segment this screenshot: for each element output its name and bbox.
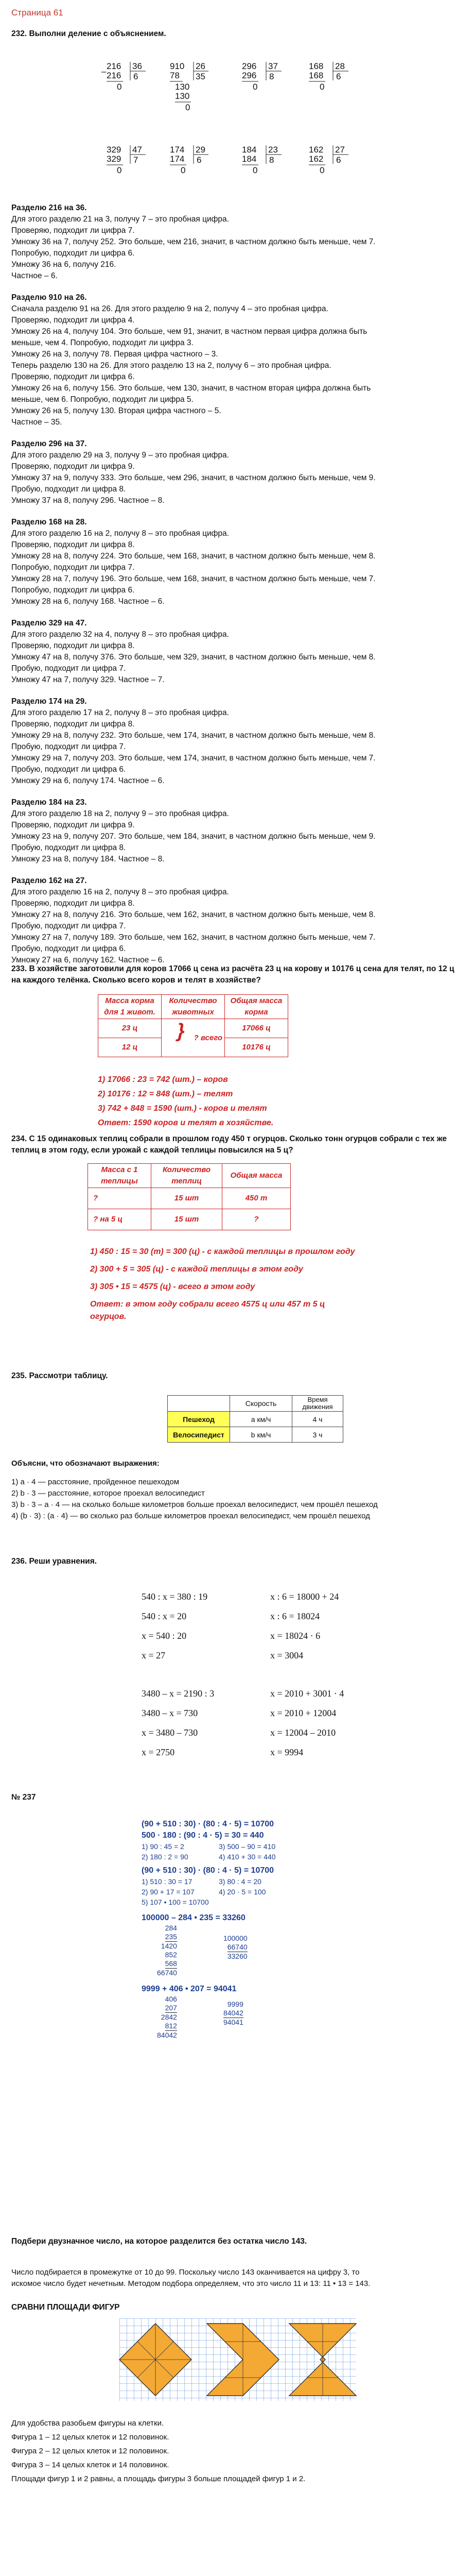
expr-step: 4) 20 · 5 = 100 bbox=[219, 1888, 266, 1896]
brace-icon: } bbox=[177, 1020, 185, 1042]
svg-text:6: 6 bbox=[336, 72, 341, 81]
section-line: Сначала разделю 91 на 26. Для этого разделю 9 на 2, получу 4 – это пробная цифра. bbox=[11, 304, 328, 313]
task-236-title: 236. Реши уравнения. bbox=[11, 1557, 97, 1566]
section-line: Попробую, подходит ли цифра 6. bbox=[11, 249, 135, 258]
task-235-table bbox=[167, 1395, 343, 1443]
svg-text:130: 130 bbox=[175, 82, 190, 92]
section-line: меньше, чем 6. Попробую, подходит ли цифра 5. bbox=[11, 395, 194, 404]
section-line: Проверяю, подходит ли цифра 8. bbox=[11, 899, 135, 908]
svg-text:296: 296 bbox=[242, 61, 257, 71]
svg-text:296: 296 bbox=[242, 71, 257, 80]
t233-header-total: Общая масса корма bbox=[225, 995, 288, 1019]
section-line: Умножу 47 на 8, получу 376. Это больше, чем 329, значит, в частном должно быть меньше, чем 8. bbox=[11, 653, 376, 662]
t235-cell: 3 ч bbox=[292, 1427, 343, 1443]
svg-text:0: 0 bbox=[181, 165, 186, 175]
section-line: Пробую, подходит ли цифра 7. bbox=[11, 742, 126, 751]
section-title: Разделю 910 на 26. bbox=[11, 293, 87, 302]
section-line: Умножу 23 на 8, получу 184. Частное – 8. bbox=[11, 855, 165, 863]
svg-text:0: 0 bbox=[117, 82, 122, 92]
t234-header: Количество теплиц bbox=[151, 1164, 222, 1188]
svg-text:174: 174 bbox=[170, 145, 185, 155]
page-label: Страница 61 bbox=[11, 8, 63, 18]
section-line: Умножу 29 на 7, получу 203. Это больше, чем 174, значит, в частном должно быть меньше, чем 7. bbox=[11, 754, 376, 762]
svg-text:910: 910 bbox=[170, 61, 185, 71]
eq-line: 540 : x = 380 : 19 bbox=[142, 1591, 208, 1602]
t235-header-empty bbox=[168, 1396, 230, 1412]
svg-text:0: 0 bbox=[320, 82, 325, 92]
section-line: Попробую, подходит ли цифра 7. bbox=[11, 563, 135, 572]
t235-row-label: Велосипедист bbox=[168, 1427, 230, 1443]
solution-line: 2) 10176 : 12 = 848 (шт.) – телят bbox=[98, 1090, 233, 1098]
svg-text:6: 6 bbox=[133, 72, 138, 81]
explanation-section bbox=[11, 438, 464, 506]
expr: (90 + 510 : 30) · (80 : 4 · 5) = 10700 bbox=[142, 1866, 274, 1875]
section-title: Разделю 162 на 27. bbox=[11, 876, 87, 885]
t234-cell: 15 шт bbox=[151, 1209, 222, 1230]
explanation-section bbox=[11, 292, 464, 428]
mult-line: 1420 bbox=[161, 1942, 177, 1950]
sub-line: 100000 bbox=[223, 1934, 248, 1942]
t235-row-label: Пешеход bbox=[168, 1412, 230, 1427]
section-line: Умножу 28 на 6, получу 168. Частное – 6. bbox=[11, 597, 165, 606]
mult-line: 812 bbox=[165, 2022, 177, 2030]
svg-text:8: 8 bbox=[269, 155, 274, 165]
mult-column bbox=[157, 1924, 177, 1977]
expr-step: 2) 90 + 17 = 107 bbox=[142, 1888, 195, 1896]
eq-line: x = 9994 bbox=[270, 1747, 304, 1757]
section-line: Пробую, подходит ли цифра 6. bbox=[11, 765, 126, 774]
svg-text:7: 7 bbox=[133, 155, 138, 165]
section-line: Для этого разделю 17 на 2, получу 8 – это пробная цифра. bbox=[11, 708, 229, 717]
svg-text:184: 184 bbox=[242, 154, 257, 164]
section-title: Разделю 168 на 28. bbox=[11, 518, 87, 527]
mult-column bbox=[157, 1995, 177, 2040]
expr-step: 3) 500 – 90 = 410 bbox=[219, 1842, 276, 1851]
svg-text:37: 37 bbox=[268, 61, 278, 71]
t234-header: Масса с 1 теплицы bbox=[88, 1164, 151, 1188]
section-line: Проверяю, подходит ли цифра 7. bbox=[11, 226, 135, 235]
section-title: Разделю 216 на 36. bbox=[11, 204, 87, 212]
expr-step: 4) 410 + 30 = 440 bbox=[219, 1853, 276, 1861]
explanation-section bbox=[11, 875, 464, 966]
explanation-section bbox=[11, 202, 464, 282]
section-line: Умножу 26 на 5, получу 130. Вторая цифра частного – 5. bbox=[11, 406, 221, 415]
svg-text:329: 329 bbox=[107, 145, 121, 155]
explanation-section bbox=[11, 696, 464, 787]
t233-cell: 17066 ц bbox=[225, 1019, 288, 1038]
section-line: Умножу 37 на 9, получу 333. Это больше, чем 296, значит, в частном должно быть меньше, чем 9. bbox=[11, 473, 376, 482]
svg-text:8: 8 bbox=[269, 72, 274, 81]
section-line: Проверяю, подходит ли цифра 9. bbox=[11, 821, 135, 829]
expr4-columns bbox=[157, 1995, 430, 2040]
section-line: Проверяю, подходит ли цифра 8. bbox=[11, 540, 135, 549]
solution-answer: Ответ: в этом году собрали всего 4575 ц или 457 т 5 ц огурцов. bbox=[90, 1300, 325, 1321]
explain-title: Объясни, что обозначают выражения: bbox=[11, 1459, 160, 1468]
svg-text:6: 6 bbox=[336, 155, 341, 165]
pick-line: Число подбирается в промежутке от 10 до 99. Поскольку число 143 оканчивается на цифру 3, то bbox=[11, 2268, 360, 2277]
svg-text:174: 174 bbox=[170, 154, 185, 164]
solution-line: 1) 450 : 15 = 30 (т) = 300 (ц) - с каждой теплицы в прошлом году bbox=[90, 1247, 355, 1256]
section-title: Разделю 329 на 47. bbox=[11, 619, 87, 628]
compare-text bbox=[11, 2416, 464, 2486]
task-233-table bbox=[98, 994, 288, 1057]
section-line: Пробую, подходит ли цифра 8. bbox=[11, 485, 126, 494]
t235-header: Скорость bbox=[230, 1396, 292, 1412]
expr: (90 + 510 : 30) · (80 : 4 · 5) = 10700 bbox=[142, 1820, 274, 1828]
svg-text:28: 28 bbox=[335, 61, 345, 71]
eq-line: x = 540 : 20 bbox=[142, 1631, 187, 1641]
section-line: меньше, чем 4. Попробую, подходит ли цифра 3. bbox=[11, 338, 194, 347]
svg-text:26: 26 bbox=[196, 61, 205, 71]
area-figures-icon bbox=[119, 2318, 356, 2401]
section-line: Умножу 26 на 4, получу 104. Это больше, чем 91, значит, в частном первая цифра должна быть bbox=[11, 327, 367, 336]
solution-answer: Ответ: 1590 коров и телят в хозяйстве. bbox=[98, 1118, 274, 1127]
section-line: Пробую, подходит ли цифра 7. bbox=[11, 664, 126, 673]
expr-step: 1) 510 : 30 = 17 bbox=[142, 1877, 192, 1886]
section-line: Проверяю, подходит ли цифра 6. bbox=[11, 372, 135, 381]
section-line: Умножу 29 на 6, получу 174. Частное – 6. bbox=[11, 776, 165, 785]
task-235-title: 235. Рассмотри таблицу. bbox=[11, 1371, 108, 1380]
svg-text:162: 162 bbox=[309, 154, 324, 164]
section-line: Для этого разделю 18 на 2, получу 9 – это пробная цифра. bbox=[11, 809, 229, 818]
section-line: Проверяю, подходит ли цифра 8. bbox=[11, 641, 135, 650]
sub-line: 66740 bbox=[227, 1943, 248, 1951]
svg-text:216: 216 bbox=[107, 71, 121, 80]
explanation-section bbox=[11, 618, 464, 686]
section-line: Умножу 27 на 7, получу 189. Это больше, чем 162, значит, в частном должно быть меньше, чем 7. bbox=[11, 933, 376, 942]
compare-line: Фигура 2 – 12 целых клеток и 12 половинок. bbox=[11, 2447, 169, 2455]
section-line: Для этого разделю 29 на 3, получу 9 – это пробная цифра. bbox=[11, 451, 229, 460]
eq-line: x = 3004 bbox=[270, 1650, 304, 1660]
section-title: Разделю 184 на 23. bbox=[11, 798, 87, 807]
pick-text bbox=[11, 2267, 464, 2290]
t233-header-mass: Масса корма для 1 живот. bbox=[98, 995, 162, 1019]
section-line: Для этого разделю 16 на 2, получу 8 – это пробная цифра. bbox=[11, 529, 229, 538]
section-line: Умножу 37 на 8, получу 296. Частное – 8. bbox=[11, 496, 165, 505]
svg-text:329: 329 bbox=[107, 154, 121, 164]
t233-header-count: Количество животных bbox=[162, 995, 225, 1019]
t235-header: Время движения bbox=[292, 1396, 343, 1412]
eq1-left bbox=[142, 1587, 207, 1665]
compare-title: СРАВНИ ПЛОЩАДИ ФИГУР bbox=[11, 2303, 120, 2312]
section-line: Частное – 6. bbox=[11, 272, 58, 280]
eq-line: 3480 – x = 730 bbox=[142, 1708, 198, 1718]
eq-line: x = 27 bbox=[142, 1650, 166, 1660]
eq2-right bbox=[270, 1684, 344, 1762]
expr-step: 500 · 180 : (90 : 4 · 5) = 30 = 440 bbox=[142, 1831, 264, 1840]
svg-text:78: 78 bbox=[170, 71, 180, 80]
task-234-solution bbox=[90, 1246, 358, 1323]
task-233-solution bbox=[98, 1073, 273, 1130]
compare-line: Площади фигур 1 и 2 равны, а площадь фигуры 3 больше площадей фигур 1 и 2. bbox=[11, 2475, 306, 2483]
section-line: Пробую, подходит ли цифра 7. bbox=[11, 922, 126, 930]
mult-line: 852 bbox=[165, 1951, 177, 1959]
explanation-section bbox=[11, 517, 464, 607]
svg-text:0: 0 bbox=[253, 82, 258, 92]
section-line: Попробую, подходит ли цифра 6. bbox=[11, 586, 135, 595]
eq-line: x = 2010 + 12004 bbox=[270, 1708, 337, 1718]
section-line: Проверяю, подходит ли цифра 9. bbox=[11, 462, 135, 471]
section-line: Умножу 26 на 6, получу 156. Это больше, чем 130, значит, в частном вторая цифра должна быть bbox=[11, 384, 371, 393]
eq-line: x = 12004 – 2010 bbox=[270, 1727, 336, 1738]
mult-line: 406 bbox=[165, 1995, 177, 2003]
expr3-columns bbox=[157, 1924, 430, 1977]
add-line: 9999 bbox=[227, 2000, 243, 2008]
expr: 9999 + 406 • 207 = 94041 bbox=[142, 1985, 237, 1993]
svg-text:184: 184 bbox=[242, 145, 257, 155]
svg-text:162: 162 bbox=[309, 145, 324, 155]
t233-cell: 12 ц bbox=[98, 1038, 162, 1057]
svg-text:0: 0 bbox=[185, 103, 190, 112]
figures-grid bbox=[119, 2318, 356, 2404]
section-line: Пробую, подходит ли цифра 8. bbox=[11, 843, 126, 852]
svg-text:6: 6 bbox=[197, 155, 202, 165]
divisions-row-2 bbox=[106, 144, 394, 185]
explain-item: 4) (b · 3) : (a · 4) — во сколько раз больше километров проехал велосипедист, чем прошёл пешеход bbox=[11, 1512, 370, 1520]
sub-column bbox=[223, 1924, 248, 1977]
section-line: Проверяю, подходит ли цифра 8. bbox=[11, 720, 135, 728]
t234-header: Общая масса bbox=[222, 1164, 291, 1188]
section-line: Частное – 35. bbox=[11, 418, 62, 427]
sub-line: 33260 bbox=[227, 1952, 248, 1960]
solution-line: 3) 305 • 15 = 4575 (ц) - всего в этом году bbox=[90, 1282, 255, 1291]
svg-text:29: 29 bbox=[196, 145, 205, 155]
eq1-right bbox=[270, 1587, 339, 1665]
t235-cell: 4 ч bbox=[292, 1412, 343, 1427]
pick-title: Подбери двузначное число, на которое разделится без остатка число 143. bbox=[11, 2237, 307, 2246]
section-line: Пробую, подходит ли цифра 6. bbox=[11, 944, 126, 953]
svg-text:0: 0 bbox=[320, 165, 325, 175]
explain-item: 3) b · 3 – a · 4 — на сколько больше километров больше проехал велосипедист, чем прошёл пешеход bbox=[11, 1500, 378, 1509]
section-line: Для этого разделю 16 на 2, получу 8 – это пробная цифра. bbox=[11, 888, 229, 896]
division-diagram-row-2 bbox=[106, 144, 394, 185]
add-line: 94041 bbox=[223, 2018, 243, 2026]
section-line: Умножу 27 на 6, получу 162. Частное – 6. bbox=[11, 956, 165, 964]
eq-line: x = 2750 bbox=[142, 1747, 175, 1757]
solution-line: 2) 300 + 5 = 305 (ц) - с каждой теплицы в этом году bbox=[90, 1265, 303, 1274]
mult-line: 66740 bbox=[157, 1969, 177, 1977]
eq-line: 3480 – x = 2190 : 3 bbox=[142, 1688, 215, 1699]
compare-line: Фигура 3 – 14 целых клеток и 14 половинок. bbox=[11, 2461, 169, 2469]
section-title: Разделю 296 на 37. bbox=[11, 439, 87, 448]
expr-step: 2) 180 : 2 = 90 bbox=[142, 1853, 188, 1861]
add-line: 84042 bbox=[223, 2009, 243, 2017]
eq-line: x : 6 = 18000 + 24 bbox=[270, 1591, 339, 1602]
eq-line: x : 6 = 18024 bbox=[270, 1611, 320, 1621]
section-line: Проверяю, подходит ли цифра 4. bbox=[11, 316, 135, 325]
eq-line: 540 : x = 20 bbox=[142, 1611, 187, 1621]
t233-cell-brace bbox=[162, 1019, 225, 1057]
solution-line: 1) 17066 : 23 = 742 (шт.) – коров bbox=[98, 1075, 228, 1084]
expr-step: 3) 80 : 4 = 20 bbox=[219, 1877, 261, 1886]
div-dividend: 216 bbox=[107, 61, 121, 71]
task-233-title: 233. В хозяйстве заготовили для коров 17066 ц сена из расчёта 23 ц на корову и 10176 ц сена для телят, по 12 ц на каждого телёнка. Сколько всего коров и телят в хозяйстве? bbox=[11, 964, 454, 985]
compare-line: Фигура 1 – 12 целых клеток и 12 половинок. bbox=[11, 2433, 169, 2442]
t235-cell: a км/ч bbox=[230, 1412, 292, 1427]
t234-cell: 15 шт bbox=[151, 1188, 222, 1209]
expr: 100000 – 284 • 235 = 33260 bbox=[142, 1913, 246, 1922]
svg-text:130: 130 bbox=[175, 91, 190, 101]
add-column bbox=[223, 1995, 243, 2040]
section-line: Умножу 27 на 8, получу 216. Это больше, чем 162, значит, в частном должно быть меньше, чем 8. bbox=[11, 910, 376, 919]
svg-text:0: 0 bbox=[117, 165, 122, 175]
task-235-explain bbox=[11, 1458, 464, 1522]
section-line: Теперь разделю 130 на 26. Для этого разделю 13 на 2, получу 6 – это пробная цифра. bbox=[11, 361, 331, 370]
section-line: Умножу 36 на 6, получу 216. bbox=[11, 260, 116, 269]
t234-cell: ? bbox=[88, 1188, 151, 1209]
svg-text:27: 27 bbox=[335, 145, 345, 155]
division-diagram-row-1 bbox=[101, 61, 394, 128]
explain-item: 1) a · 4 — расстояние, пройденное пешеходом bbox=[11, 1478, 180, 1486]
svg-text:35: 35 bbox=[196, 72, 205, 81]
mult-line: 235 bbox=[165, 1933, 177, 1941]
t233-cell: 23 ц bbox=[98, 1019, 162, 1038]
section-line: Умножу 28 на 7, получу 196. Это больше, чем 168, значит, в частном должно быть меньше, чем 7. bbox=[11, 574, 376, 583]
mult-line: 207 bbox=[165, 2004, 177, 2012]
explain-item: 2) b · 3 — расстояние, которое проехал велосипедист bbox=[11, 1489, 205, 1498]
mult-line: 2842 bbox=[161, 2013, 177, 2021]
svg-text:23: 23 bbox=[268, 145, 278, 155]
task-234-table bbox=[87, 1163, 291, 1230]
task-232-explanations bbox=[11, 202, 464, 976]
task-234-title: 234. С 15 одинаковых теплиц собрали в прошлом году 450 т огурцов. Сколько тонн огурцов собрали с тех же теплиц в этом году, если урожай с каждой теплицы повысился на 5 ц? bbox=[11, 1134, 447, 1155]
svg-text:168: 168 bbox=[309, 61, 324, 71]
t235-cell: b км/ч bbox=[230, 1427, 292, 1443]
eq-line: x = 18024 · 6 bbox=[270, 1631, 321, 1641]
section-line: Умножу 23 на 9, получу 207. Это больше, чем 184, значит, в частном должно быть меньше, чем 9. bbox=[11, 832, 376, 841]
explanation-section bbox=[11, 797, 464, 865]
svg-text:–: – bbox=[101, 66, 107, 76]
section-title: Разделю 174 на 29. bbox=[11, 697, 87, 706]
eq-line: x = 3480 – 730 bbox=[142, 1727, 198, 1738]
section-line: Умножу 47 на 7, получу 329. Частное – 7. bbox=[11, 675, 165, 684]
section-line: Для этого разделю 32 на 4, получу 8 – это пробная цифра. bbox=[11, 630, 229, 639]
eq2-left bbox=[142, 1684, 214, 1762]
t234-cell: ? bbox=[222, 1209, 291, 1230]
t233-cell: 10176 ц bbox=[225, 1038, 288, 1057]
svg-text:168: 168 bbox=[309, 71, 324, 80]
pick-line: искомое число будет нечетным. Методом подбора определяем, что это число 11 и 13: 11 • 13 = 143. bbox=[11, 2279, 371, 2288]
mult-line: 84042 bbox=[157, 2031, 177, 2039]
t234-cell: 450 т bbox=[222, 1188, 291, 1209]
divisions-row-1 bbox=[101, 61, 394, 128]
div-divisor: 36 bbox=[132, 61, 142, 71]
section-line: Умножу 36 на 7, получу 252. Это больше, чем 216, значит, в частном должно быть меньше, чем 7. bbox=[11, 238, 376, 246]
section-line: Умножу 28 на 8, получу 224. Это больше, чем 168, значит, в частном должно быть меньше, чем 8. bbox=[11, 552, 376, 561]
section-line: Для этого разделю 21 на 3, получу 7 – это пробная цифра. bbox=[11, 215, 229, 224]
svg-text:0: 0 bbox=[253, 165, 258, 175]
mult-line: 568 bbox=[165, 1959, 177, 1968]
task-237-work bbox=[142, 1819, 430, 2040]
compare-line: Для удобства разобьем фигуры на клетки. bbox=[11, 2419, 164, 2428]
solution-line: 3) 742 + 848 = 1590 (шт.) - коров и телят bbox=[98, 1104, 267, 1113]
expr-step: 1) 90 : 45 = 2 bbox=[142, 1842, 184, 1851]
expr-step: 5) 107 • 100 = 10700 bbox=[142, 1898, 209, 1906]
task-232-title: 232. Выполни деление с объяснением. bbox=[11, 29, 166, 38]
section-line: Умножу 29 на 8, получу 232. Это больше, чем 174, значит, в частном должно быть меньше, чем 8. bbox=[11, 731, 376, 740]
mult-line: 284 bbox=[165, 1924, 177, 1932]
section-line: Умножу 26 на 3, получу 78. Первая цифра частного – 3. bbox=[11, 350, 218, 359]
eq-line: x = 2010 + 3001 · 4 bbox=[270, 1688, 344, 1699]
svg-text:47: 47 bbox=[132, 145, 142, 155]
t233-brace-label: ? всего bbox=[194, 1033, 222, 1042]
t234-cell: ? на 5 ц bbox=[88, 1209, 151, 1230]
task-237-title: № 237 bbox=[11, 1793, 36, 1802]
